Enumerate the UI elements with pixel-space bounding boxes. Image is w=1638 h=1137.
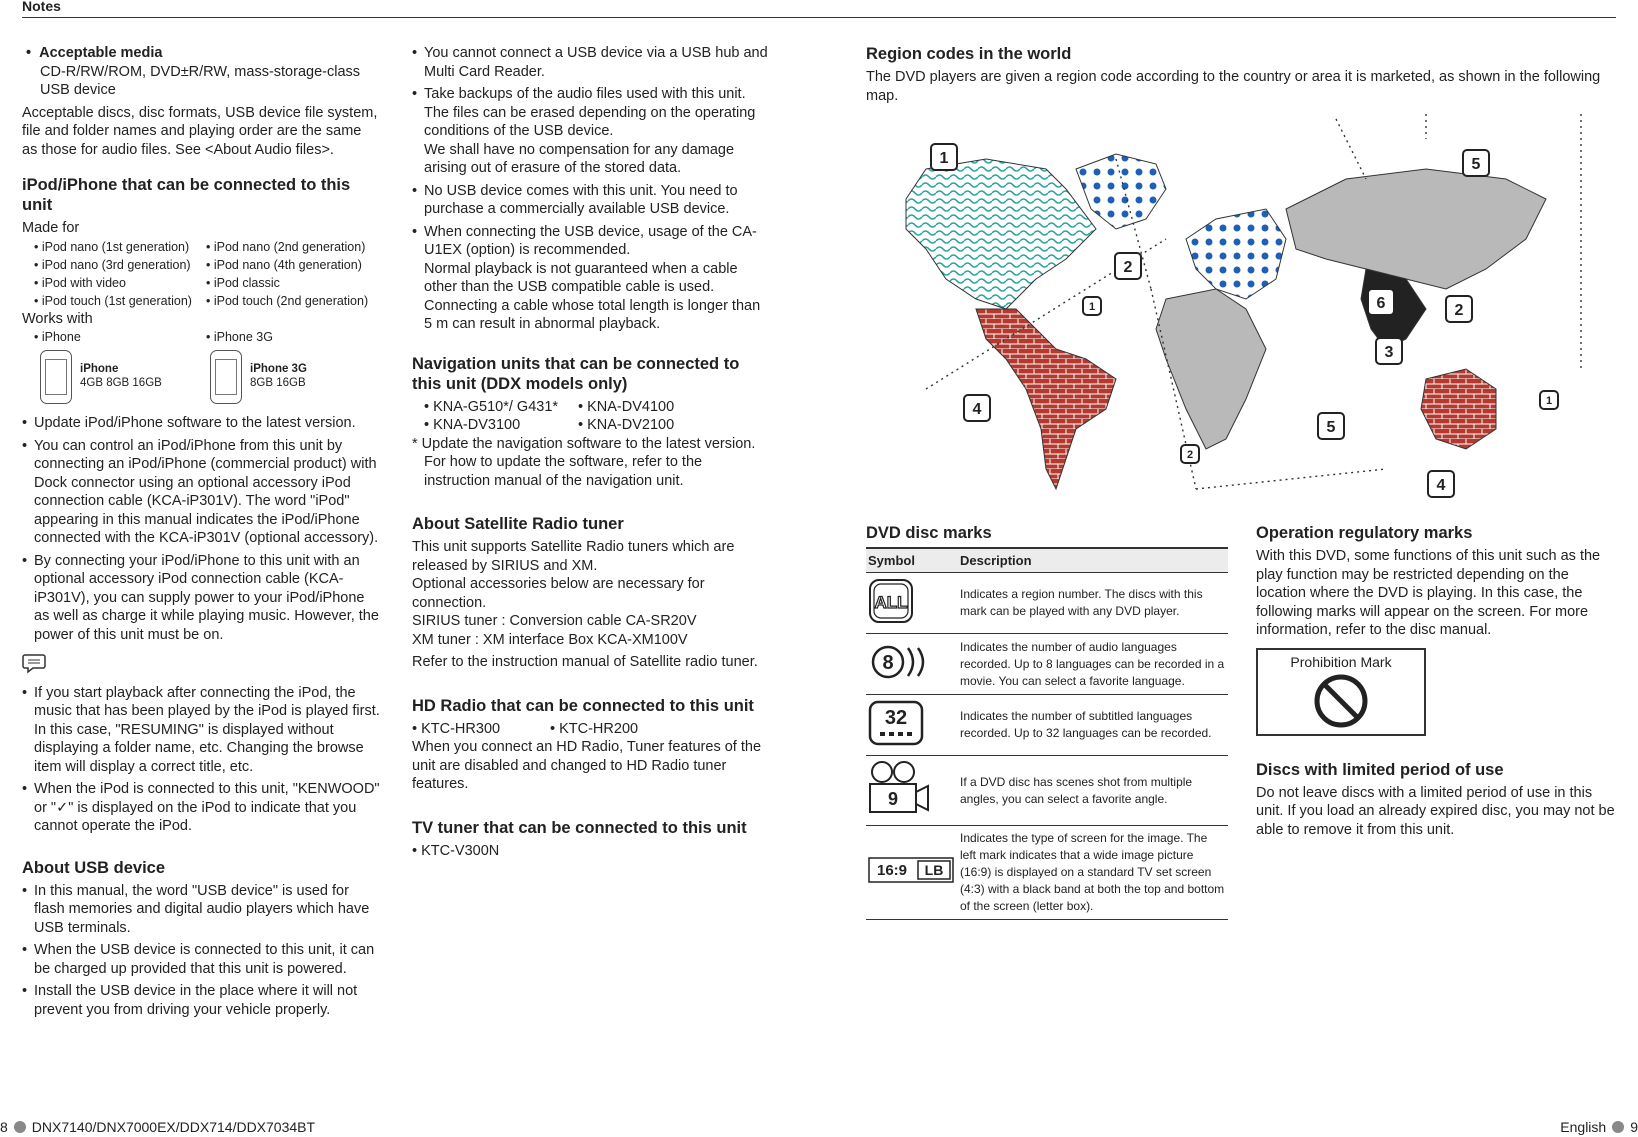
- dvd-symbol-text: 16:9: [876, 862, 908, 879]
- dvd-marks-section: [866, 523, 1228, 920]
- left-page-number: 8: [0, 1119, 8, 1135]
- works-with-item: • iPhone: [34, 330, 81, 344]
- note-bullets: [22, 684, 380, 836]
- acceptable-text: Acceptable discs, disc formats, USB device file system, file and folder names and playing order are the same as those for audio files. See <About Audio files>.: [22, 104, 378, 158]
- dvd-mark-description: If a DVD disc has scenes shot from multiple angles, you can select a favorite angle.: [958, 756, 1228, 826]
- bullet-item: • Update iPod/iPhone software to the latest version.: [22, 414, 380, 433]
- region-code-badge: [964, 395, 990, 421]
- sat-text: This unit supports Satellite Radio tuners which are released by SIRIUS and XM. Optional accessories below are necessary for connection. SIRIUS tuner : Conversion cable CA-SR20V XM tuner : XM interface Box KCA-XM100V: [412, 539, 735, 648]
- dvd-symbol-icon: [866, 695, 958, 756]
- prohibition-label: Prohibition Mark: [1290, 653, 1392, 670]
- dvd-symbol-icon: [866, 756, 958, 826]
- iphone3g-label: iPhone 3G 8GB 16GB: [250, 363, 307, 389]
- nav-note: * Update the navigation software to the latest version. For how to update the software, refer to the instruction manual of the navigation unit.: [412, 435, 756, 489]
- bullet-item: • By connecting your iPod/iPhone to this unit with an optional accessory iPod connection cable (KCA-iP301V), you can supply power to your iPod/iPhone as well as charge it while playing music. However, the power of this unit must be on.: [22, 552, 380, 645]
- region-code-badge: [1115, 253, 1141, 279]
- region-code-label: 6: [1376, 295, 1386, 312]
- region-title: Region codes in the world: [866, 45, 1072, 63]
- region-code-label: 4: [1436, 477, 1446, 494]
- note-icon: [22, 652, 380, 680]
- dvd-symbol-icon: [866, 826, 958, 920]
- region-4-australia: [1421, 369, 1496, 449]
- region-code-label: 1: [1088, 301, 1096, 313]
- region-code-label: 4: [972, 401, 982, 418]
- nav-list: [412, 398, 772, 435]
- nav-title: Navigation units that can be connected to this unit (DDX models only): [412, 354, 740, 393]
- made-for-item: • iPod nano (4th generation): [206, 257, 362, 272]
- bullet-item: • You can control an iPod/iPhone from this unit by connecting an iPod/iPhone (commercial product) with Dock connector using an optional accessory iPod connection cable (KCA-iP301V). The word "iPod" appearing in this manual indicates the iPod/iPhone connected with the KCA-iP301V (optional accessory).: [22, 437, 380, 548]
- ipod-title: iPod/iPhone that can be connected to this unit: [22, 176, 351, 214]
- region-5-africa: [1156, 289, 1266, 449]
- region-5-asia: [1286, 169, 1546, 289]
- usb-notes-bullets: [412, 44, 772, 334]
- region-code-badge: [1463, 150, 1489, 176]
- bullet-item: • In this manual, the word "USB device" is used for flash memories and digital audio players which have USB terminals.: [22, 882, 380, 938]
- ipod-bullets: [22, 414, 380, 644]
- iphone-label: iPhone 4GB 8GB 16GB: [80, 363, 162, 389]
- acceptable-media-heading: • Acceptable media: [26, 45, 163, 61]
- discs-title: Discs with limited period of use: [1256, 760, 1504, 779]
- dvd-symbol-text: ALL: [874, 592, 908, 612]
- region-code-badge: [1376, 338, 1402, 364]
- footer-dot-right: [1612, 1121, 1624, 1133]
- bullet-item: • When the iPod is connected to this unit, "KENWOOD" or "✓" is displayed on the iPod to indicate that you cannot operate the iPod.: [22, 780, 380, 836]
- bullet-item: • No USB device comes with this unit. You need to purchase a commercially available USB device.: [412, 182, 772, 219]
- nav-item: • KNA-DV4100: [578, 398, 675, 415]
- page-header: [22, 0, 1616, 18]
- column-right: [866, 44, 1616, 920]
- region-code-label: 2: [1454, 302, 1464, 319]
- bullet-item: • Install the USB device in the place where it will not prevent you from driving your vehicle properly.: [22, 982, 380, 1019]
- works-with-list: [22, 328, 380, 346]
- region-code-label: 2: [1186, 449, 1194, 461]
- acceptable-media-title: Acceptable media: [39, 45, 163, 61]
- right-page-number: 9: [1630, 1119, 1638, 1135]
- dvd-symbol-text-2: LB: [924, 862, 944, 878]
- region-code-label: 1: [1545, 395, 1553, 407]
- region-code-badge: [1540, 391, 1558, 409]
- made-for-item: • iPod touch (2nd generation): [206, 293, 369, 308]
- dvd-header-symbol: Symbol: [866, 548, 958, 573]
- region-world-map: [866, 109, 1616, 509]
- footer-dot-left: [14, 1121, 26, 1133]
- dvd-mark-description: Indicates a region number. The discs with this mark can be played with any DVD player.: [958, 573, 1228, 634]
- made-for-list: [22, 238, 380, 310]
- nav-item: • KNA-DV2100: [578, 417, 675, 433]
- phone-illustrations: [40, 350, 380, 406]
- tv-title: TV tuner that can be connected to this unit: [412, 818, 747, 837]
- bullet-item: • Take backups of the audio files used with this unit. The files can be erased depending on the operating conditions of the USB device. We shall have no compensation for any damage arising out of erasure of the stored data.: [412, 85, 772, 178]
- made-for-item: • iPod with video: [34, 275, 126, 290]
- region-1-north-america: [906, 159, 1096, 309]
- dvd-mark-row: [866, 573, 1228, 634]
- region-code-label: 3: [1384, 344, 1394, 361]
- region-code-label: 1: [939, 150, 949, 167]
- region-code-badge: [1083, 297, 1101, 315]
- hd-title: HD Radio that can be connected to this unit: [412, 696, 754, 715]
- made-for-label: Made for: [22, 220, 80, 236]
- region-code-badge: [1318, 413, 1344, 439]
- sat-title: About Satellite Radio tuner: [412, 515, 624, 533]
- dvd-symbol-text: 8: [882, 651, 894, 674]
- usb-bullets: [22, 882, 380, 1020]
- made-for-item: • iPod classic: [206, 275, 280, 290]
- greenland-shape: [1076, 154, 1166, 229]
- sat-text-2: Refer to the instruction manual of Satellite radio tuner.: [412, 654, 758, 670]
- region-code-badge: [1181, 445, 1199, 463]
- bullet-item: • You cannot connect a USB device via a USB hub and Multi Card Reader.: [412, 44, 772, 81]
- column-middle: [412, 44, 772, 860]
- region-code-label: 5: [1471, 156, 1481, 173]
- column-left: [22, 44, 380, 1023]
- usb-title: About USB device: [22, 858, 166, 877]
- hd-list: [412, 720, 772, 739]
- dvd-mark-row: [866, 756, 1228, 826]
- dvd-mark-description: Indicates the number of audio languages recorded. Up to 8 languages can be recorded in a movie. You can select a favorite language.: [958, 634, 1228, 695]
- works-with-label: Works with: [22, 310, 93, 327]
- region-code-badge: [931, 144, 957, 170]
- made-for-item: • iPod nano (2nd generation): [206, 239, 366, 254]
- prohibition-mark-box: [1256, 648, 1426, 736]
- nav-item: • KNA-G510*/ G431*: [424, 398, 559, 415]
- header-title: Notes: [22, 0, 61, 14]
- bullet-item: • If you start playback after connecting the iPod, the music that has been played by the iPod is played first. In this case, "RESUMING" is displayed without displaying a folder name, etc. Changing the browse item will display a correct title, etc.: [22, 684, 380, 777]
- dvd-mark-row: [866, 826, 1228, 920]
- iphone3g-image: [210, 350, 242, 404]
- dvd-mark-row: [866, 634, 1228, 695]
- footer-language: English: [1560, 1119, 1607, 1135]
- bullet-item: • When connecting the USB device, usage of the CA-U1EX (option) is recommended. Normal playback is not guaranteed when a cable other than the USB compatible cable is used. Connecting a cable whose total length is longer than 5 m can result in abnormal playback.: [412, 223, 772, 334]
- op-text: With this DVD, some functions of this unit such as the play function may be restricted depending on the location where the DVD is playing. In this case, the following marks will appear on the screen. For more information, refer to the disc manual.: [1256, 548, 1601, 638]
- footer-left: [0, 1119, 315, 1135]
- nav-item: • KNA-DV3100: [424, 417, 521, 433]
- made-for-item: • iPod touch (1st generation): [34, 293, 192, 308]
- tv-item: • KTC-V300N: [412, 842, 500, 859]
- works-with-item: • iPhone 3G: [206, 330, 273, 344]
- discs-text: Do not leave discs with a limited period of use in this unit. If you load an already expired disc, you may not be able to remove it from this unit.: [1256, 784, 1615, 838]
- dvd-symbol-icon: [866, 634, 958, 695]
- region-code-label: 5: [1326, 419, 1336, 436]
- region-text: The DVD players are given a region code according to the country or area it is marketed, as shown in the following map.: [866, 69, 1601, 104]
- operation-section: [1256, 523, 1616, 920]
- dvd-mark-description: Indicates the number of subtitled languages recorded. Up to 32 languages can be recorded.: [958, 695, 1228, 756]
- region-code-label: 2: [1123, 259, 1133, 276]
- acceptable-media-text: CD-R/RW/ROM, DVD±R/RW, mass-storage-class USB device: [40, 63, 361, 98]
- dvd-symbol-icon: [866, 573, 958, 634]
- dvd-title: DVD disc marks: [866, 524, 992, 542]
- made-for-item: • iPod nano (3rd generation): [34, 257, 191, 272]
- dvd-marks-table: [866, 547, 1228, 920]
- prohibition-icon: [1311, 671, 1371, 731]
- dvd-symbol-text: 32: [884, 706, 908, 729]
- dvd-mark-row: [866, 695, 1228, 756]
- region-2-europe: [1186, 209, 1286, 299]
- dvd-header-description: Description: [958, 548, 1228, 573]
- bullet-item: • When the USB device is connected to this unit, it can be charged up provided that this unit is powered.: [22, 941, 380, 978]
- iphone-image: [40, 350, 72, 404]
- made-for-item: • iPod nano (1st generation): [34, 239, 190, 254]
- hd-item: • KTC-HR300: [412, 720, 501, 737]
- hd-item: • KTC-HR200: [550, 720, 639, 737]
- region-code-badge: [1428, 471, 1454, 497]
- region-code-badge: [1368, 289, 1394, 315]
- dvd-symbol-text: 9: [887, 789, 899, 809]
- footer-models: DNX7140/DNX7000EX/DDX714/DDX7034BT: [31, 1119, 316, 1135]
- dvd-mark-description: Indicates the type of screen for the image. The left mark indicates that a wide image picture (16:9) is displayed on a standard TV set screen (4:3) with a black band at both the top and bottom of the screen (letter box).: [958, 826, 1228, 920]
- hd-text: When you connect an HD Radio, Tuner features of the unit are disabled and changed to HD Radio tuner features.: [412, 739, 762, 792]
- bottom-sections: [866, 523, 1616, 920]
- footer-right: [1560, 1119, 1638, 1135]
- op-title: Operation regulatory marks: [1256, 524, 1473, 542]
- region-4-latin-america: [976, 309, 1116, 489]
- region-code-badge: [1446, 296, 1472, 322]
